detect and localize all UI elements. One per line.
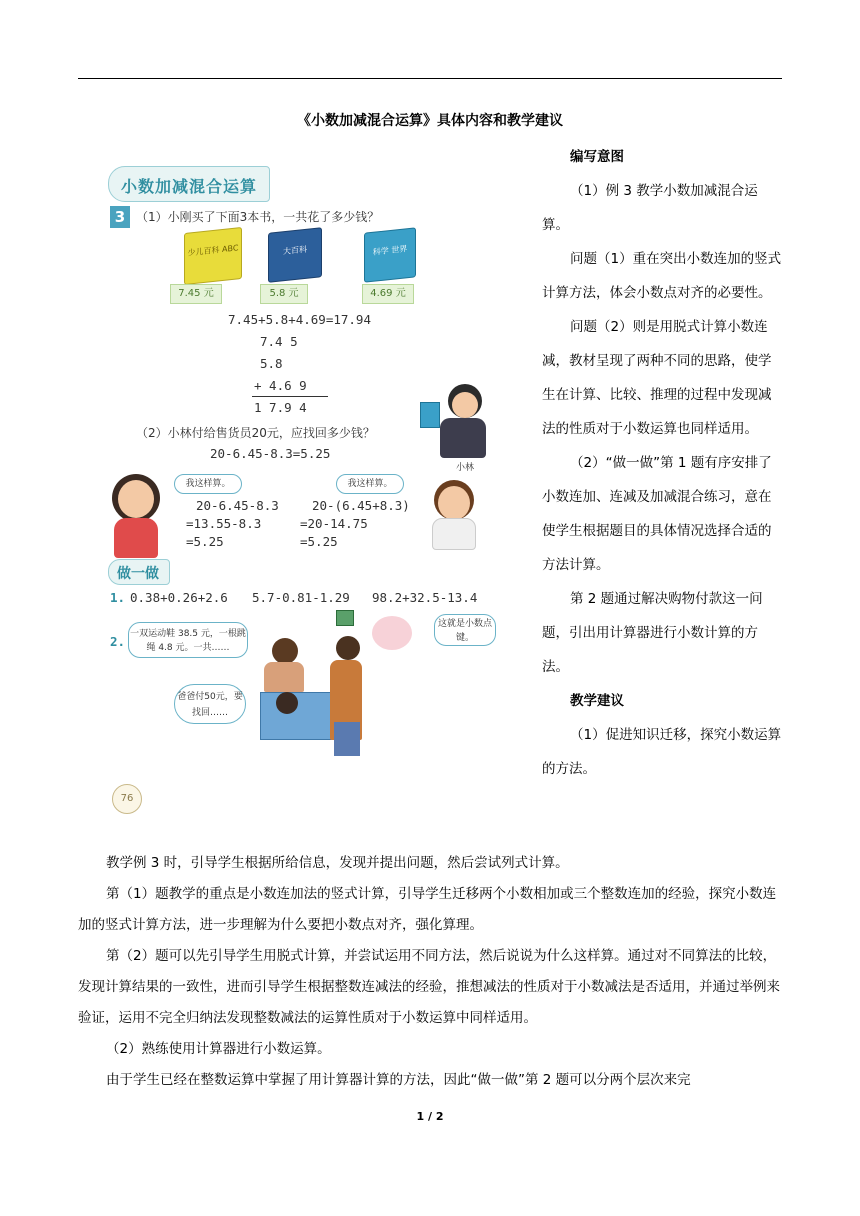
book-title-2: 大百科: [283, 244, 307, 257]
vertical-line-1: 7.4 5: [260, 334, 298, 349]
intent-paragraph-3: 问题（2）则是用脱式计算小数连减，教材呈现了两种不同的思路，使学生在计算、比较、推理的过程中发现减法的性质对于小数运算也同样适用。: [542, 319, 772, 437]
kid-name-label: 小林: [456, 463, 475, 473]
body-paragraph-4: （2）熟练使用计算器进行小数运算。: [106, 1041, 331, 1057]
price-tag-2: 5.8 元: [260, 284, 308, 304]
bubble-left: 我这样算。: [174, 474, 242, 494]
section-heading: 小数加减混合运算: [121, 177, 258, 196]
decimal-point-key-icon: [336, 610, 354, 626]
page-footer: 1 / 2: [416, 1110, 444, 1123]
intent-paragraph-4: （2）“做一做”第 1 题有序安排了小数连加、连减及加减混合练习，意在使学生根据题目的具体情况选择合适的方法计算。: [542, 455, 772, 573]
calc-right-3: =5.25: [300, 534, 338, 549]
intent-paragraph-1: （1）例 3 教学小数加减混合运算。: [542, 183, 758, 233]
intent-paragraph-5: 第 2 题通过解决购物付款这一问题，引出用计算器进行小数计算的方法。: [542, 591, 763, 675]
girl-face: [118, 480, 154, 518]
child-head: [276, 692, 298, 714]
book-teal: [364, 227, 416, 282]
father-legs: [334, 722, 360, 756]
book-title-1: 少儿百科 ABC: [187, 243, 239, 258]
book-title-3: 科学 世界: [372, 244, 408, 257]
heading-suggestions: 教学建议: [570, 693, 624, 709]
body-text: [78, 848, 782, 1096]
boy2-body: [432, 518, 476, 550]
bubble-angel: 这就是小数点键。: [434, 614, 496, 646]
vertical-line-2: 5.8: [260, 356, 283, 371]
calc-left-1: 20-6.45-8.3: [196, 498, 279, 513]
clerk-body: [264, 662, 304, 692]
vertical-line-3: + 4.6 9: [254, 378, 307, 393]
textbook-illustration: [100, 162, 520, 822]
question-1: （1）小刚买了下面3本书，一共花了多少钱？: [136, 210, 380, 224]
clerk-head: [272, 638, 298, 664]
equation-2: 20-6.45-8.3=5.25: [210, 446, 331, 461]
angel-figure: [372, 616, 412, 650]
bubble-exercise-2: 一双运动鞋 38.5 元，一根跳绳 4.8 元。一共……: [128, 622, 248, 658]
exercise-1a: 0.38+0.26+2.6: [130, 590, 228, 605]
suggestion-paragraph-1: （1）促进知识迁移，探究小数运算的方法。: [542, 727, 782, 777]
calc-right-1: 20-(6.45+8.3): [312, 498, 410, 513]
vertical-sum-rule: [252, 396, 328, 397]
calc-left-3: =5.25: [186, 534, 224, 549]
section-heading-tab: [108, 166, 270, 202]
heading-intent: 编写意图: [570, 149, 624, 165]
right-column: [542, 140, 782, 786]
body-paragraph-5: 由于学生已经在整数运算中掌握了用计算器计算的方法，因此“做一做”第 2 题可以分两个层次来完: [106, 1072, 691, 1088]
example-number-badge: 3: [110, 206, 130, 228]
boy-face: [452, 392, 478, 418]
calc-left-2: =13.55-8.3: [186, 516, 262, 531]
price-tag-3: 4.69 元: [362, 284, 414, 304]
boy-book: [420, 402, 440, 428]
page-number-badge: 76: [112, 784, 142, 814]
header-rule: [78, 78, 782, 79]
exercise-2-label: 2.: [110, 634, 126, 649]
document-title: 《小数加减混合运算》具体内容和教学建议: [297, 113, 563, 129]
exercise-1-label: 1.: [110, 590, 126, 605]
intent-paragraph-2: 问题（1）重在突出小数连加的竖式计算方法，体会小数点对齐的必要性。: [542, 251, 782, 301]
calc-right-2: =20-14.75: [300, 516, 368, 531]
boy-body: [440, 418, 486, 458]
book-yellow: [184, 227, 242, 285]
father-head: [336, 636, 360, 660]
do-it-heading-tab: [108, 559, 170, 585]
bubble-father: 爸爸付50元，要找回……: [174, 684, 246, 724]
body-paragraph-1: 教学例 3 时，引导学生根据所给信息，发现并提出问题，然后尝试列式计算。: [106, 855, 569, 871]
bubble-right: 我这样算。: [336, 474, 404, 494]
girl-body: [114, 518, 158, 558]
do-it-heading: 做一做: [117, 566, 159, 582]
equation-1: 7.45+5.8+4.69=17.94: [228, 312, 371, 327]
exercise-1c: 98.2+32.5-13.4: [372, 590, 478, 605]
vertical-line-4: 1 7.9 4: [254, 400, 307, 415]
body-paragraph-3: 第（2）题可以先引导学生用脱式计算，并尝试运用不同方法，然后说说为什么这样算。通过对不同算法的比较，发现计算结果的一致性，进而引导学生根据整数连减法的经验，推想减法的性质对于小数减法是否适用，并通过举例来验证，运用不完全归纳法发现整数减法的运算性质对于小数运算中同样适用。: [78, 948, 780, 1026]
body-paragraph-2: 第（1）题教学的重点是小数连加法的竖式计算，引导学生迁移两个小数相加或三个整数连加的经验，探究小数连加的竖式计算方法，进一步理解为什么要把小数点对齐，强化算理。: [78, 886, 777, 933]
price-tag-1: 7.45 元: [170, 284, 222, 304]
question-2: （2）小林付给售货员20元，应找回多少钱？: [136, 426, 375, 440]
book-blue: [268, 227, 322, 283]
boy2-face: [438, 486, 470, 520]
exercise-1b: 5.7-0.81-1.29: [252, 590, 350, 605]
